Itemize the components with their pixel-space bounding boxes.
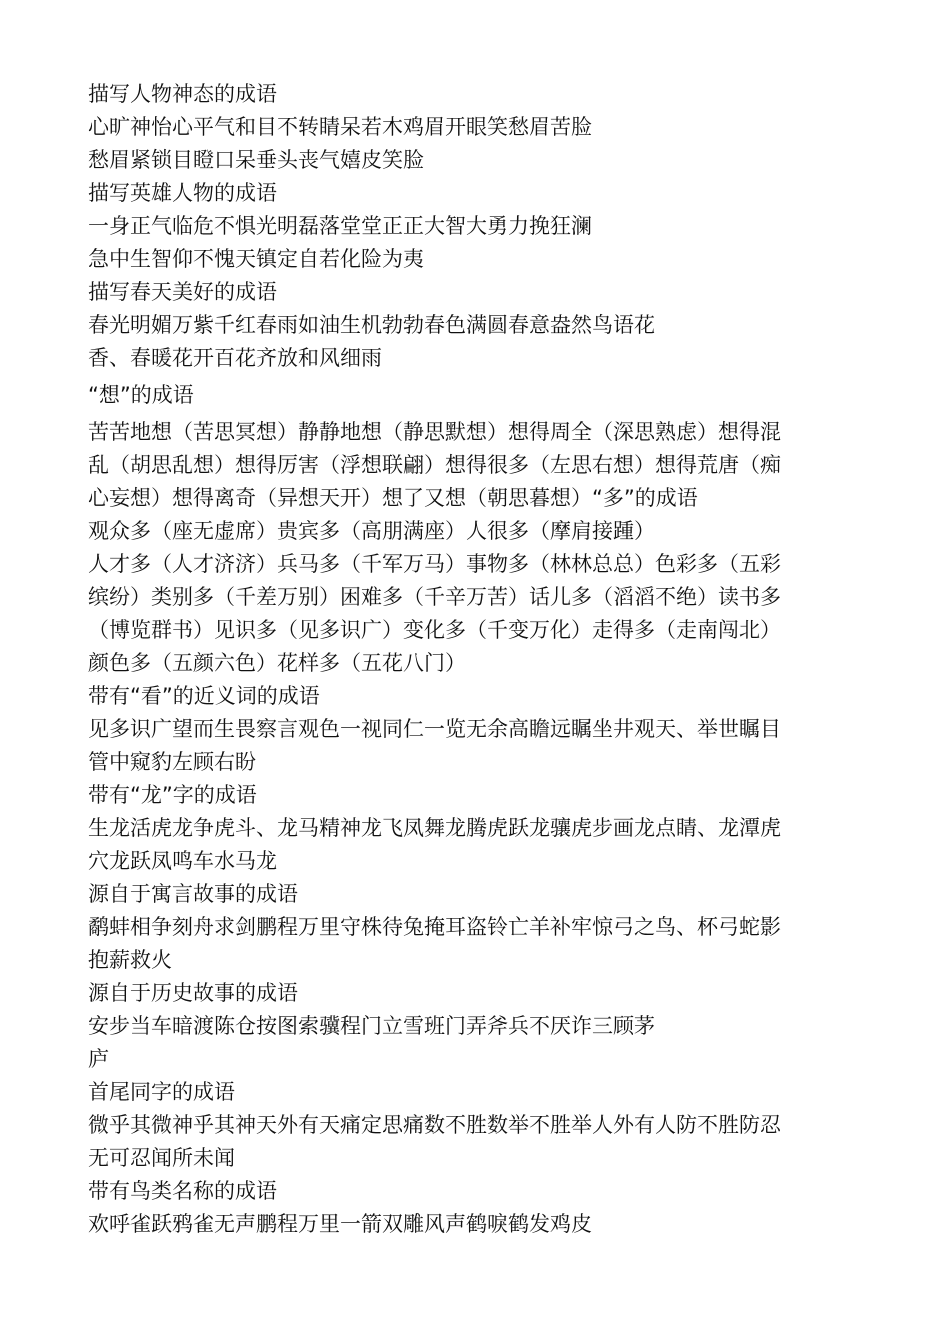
- text-line: 观众多（座无虚席）贵宾多（高朋满座）人很多（摩肩接踵）: [88, 519, 655, 543]
- section-heading: 描写人物神态的成语: [88, 82, 277, 106]
- text-line: 无可忍闻所未闻: [88, 1146, 235, 1170]
- section-heading: “想”的成语: [88, 383, 194, 407]
- text-line: 一身正气临危不惧光明磊落堂堂正正大智大勇力挽狂澜: [88, 214, 592, 238]
- text-line: 愁眉紧锁目瞪口呆垂头丧气嬉皮笑脸: [88, 148, 424, 172]
- text-line: 心妄想）想得离奇（异想天开）想了又想（朝思暮想）“多”的成语: [88, 486, 698, 510]
- text-line: 乱（胡思乱想）想得厉害（浮想联翩）想得很多（左思右想）想得荒唐（痴: [88, 453, 781, 477]
- section-heading: 带有“看”的近义词的成语: [88, 684, 320, 708]
- text-line: 急中生智仰不愧天镇定自若化险为夷: [88, 247, 424, 271]
- section-heading: 描写英雄人物的成语: [88, 181, 277, 205]
- section-heading: 首尾同字的成语: [88, 1080, 235, 1104]
- text-line: 生龙活虎龙争虎斗、龙马精神龙飞凤舞龙腾虎跃龙骧虎步画龙点睛、龙潭虎: [88, 816, 781, 840]
- document-page: [88, 78, 868, 1241]
- text-line: 苦苦地想（苦思冥想）静静地想（静思默想）想得周全（深思熟虑）想得混: [88, 420, 781, 444]
- section-heading: 源自于历史故事的成语: [88, 981, 298, 1005]
- text-line: 缤纷）类别多（千差万别）困难多（千辛万苦）话儿多（滔滔不绝）读书多: [88, 585, 781, 609]
- section-heading: 带有“龙”字的成语: [88, 783, 257, 807]
- text-line: 穴龙跃凤鸣车水马龙: [88, 849, 277, 873]
- text-line: 颜色多（五颜六色）花样多（五花八门）: [88, 651, 466, 675]
- text-line: 微乎其微神乎其神天外有天痛定思痛数不胜数举不胜举人外有人防不胜防忍: [88, 1113, 781, 1137]
- text-line: 欢呼雀跃鸦雀无声鹏程万里一箭双雕风声鹤唳鹤发鸡皮: [88, 1212, 592, 1236]
- text-line: 庐: [88, 1047, 109, 1071]
- text-line: 见多识广望而生畏察言观色一视同仁一览无余高瞻远瞩坐井观天、举世瞩目: [88, 717, 781, 741]
- section-heading: 描写春天美好的成语: [88, 280, 277, 304]
- text-line: 人才多（人才济济）兵马多（千军万马）事物多（林林总总）色彩多（五彩: [88, 552, 781, 576]
- text-line: 春光明媚万紫千红春雨如油生机勃勃春色满圆春意盎然鸟语花: [88, 313, 655, 337]
- text-line: 管中窥豹左顾右盼: [88, 750, 256, 774]
- text-line: 安步当车暗渡陈仓按图索骥程门立雪班门弄斧兵不厌诈三顾茅: [88, 1014, 655, 1038]
- section-heading: 源自于寓言故事的成语: [88, 882, 298, 906]
- text-line: 心旷神怡心平气和目不转睛呆若木鸡眉开眼笑愁眉苦脸: [88, 115, 592, 139]
- text-line: 鹬蚌相争刻舟求剑鹏程万里守株待兔掩耳盗铃亡羊补牢惊弓之鸟、杯弓蛇影: [88, 915, 781, 939]
- section-heading: 带有鸟类名称的成语: [88, 1179, 277, 1203]
- text-line: 香、春暖花开百花齐放和风细雨: [88, 346, 382, 370]
- text-line: （博览群书）见识多（见多识广）变化多（千变万化）走得多（走南闯北）: [88, 618, 781, 642]
- text-line: 抱薪救火: [88, 948, 172, 972]
